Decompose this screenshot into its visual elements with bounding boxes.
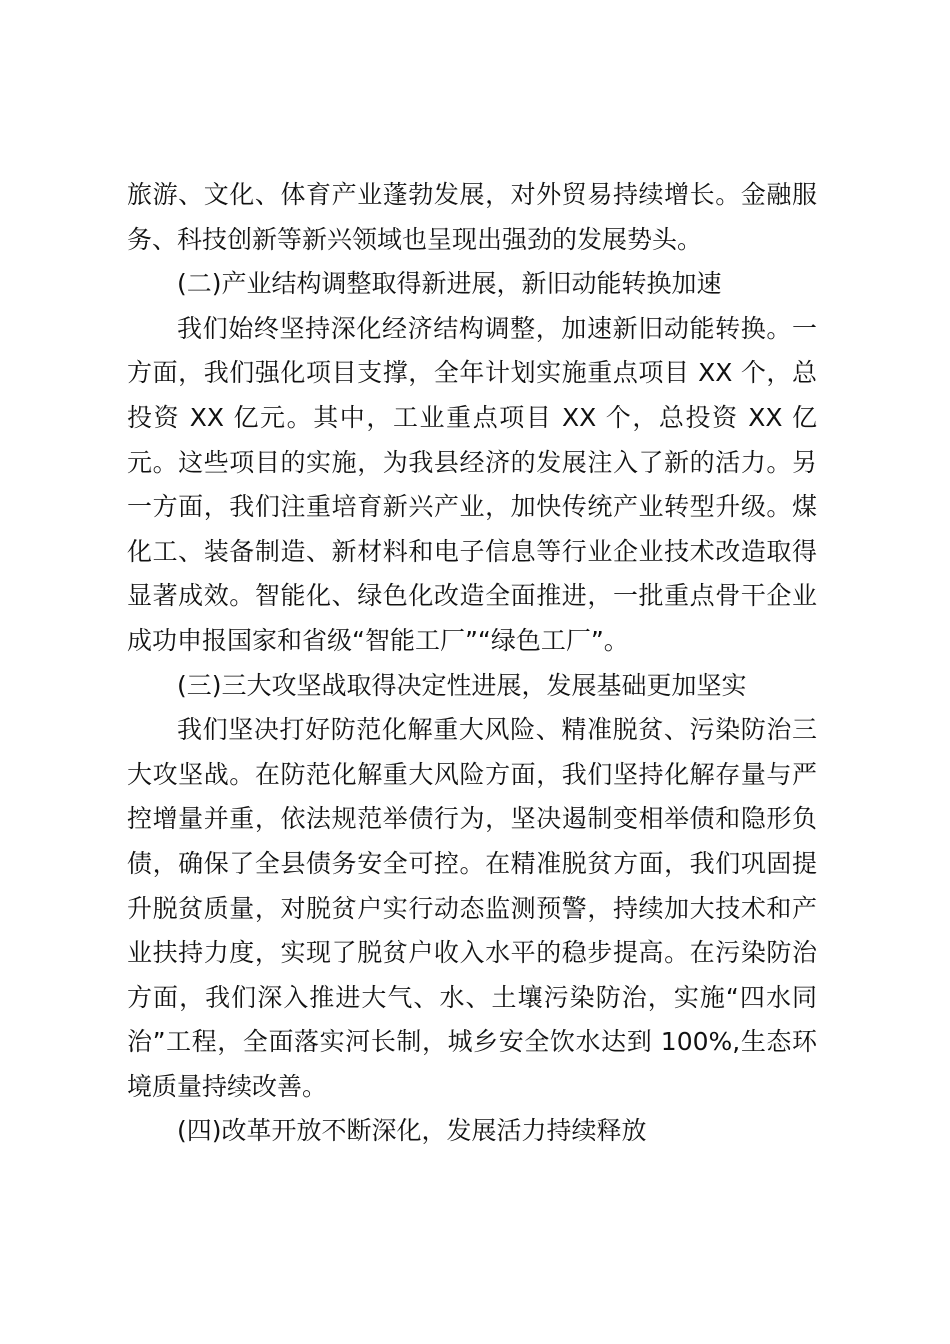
section-heading-3: (三)三大攻坚战取得决定性进展，发展基础更加坚实 [177,670,747,700]
paragraph-section-3: 我们坚决打好防范化解重大风险、精准脱贫、污染防治三大攻坚战。在防范化解重大风险方面，我们坚持化解存量与严控增量并重，依法规范举债行为，坚决遏制变相举债和隐形负债，确保了全县债务安全可控。在精准脱贫方面，我们巩固提升脱贫质量，对脱贫户实行动态监测预警，持续加大技术和产业扶持力度，实现了脱贫户收入水平的稳步提高。在污染防治方面，我们深入推进大气、水、土壤污染防治，实施“四水同治”工程，全面落实河长制，城乡安全饮水达到 100%,生态环境质量持续改善。 [127,715,817,1101]
document-page [127,173,817,1154]
paragraph-intro: 旅游、文化、体育产业蓬勃发展，对外贸易持续增长。金融服务、科技创新等新兴领域也呈现出强劲的发展势头。 [127,180,817,254]
section-heading-4: (四)改革开放不断深化，发展活力持续释放 [177,1116,647,1146]
paragraph-section-2: 我们始终坚持深化经济结构调整，加速新旧动能转换。一方面，我们强化项目支撑，全年计划实施重点项目 XX 个，总投资 XX 亿元。其中，工业重点项目 XX 个，总投资 XX 亿元。这些项目的实施，为我县经济的发展注入了新的活力。另一方面，我们注重培育新兴产业，加快传统产业转型升级。煤化工、装备制造、新材料和电子信息等行业企业技术改造取得显著成效。智能化、绿色化改造全面推进，一批重点骨干企业成功申报国家和省级“智能工厂”“绿色工厂”。 [127,313,817,655]
section-heading-2: (二)产业结构调整取得新进展，新旧动能转换加速 [177,269,722,299]
